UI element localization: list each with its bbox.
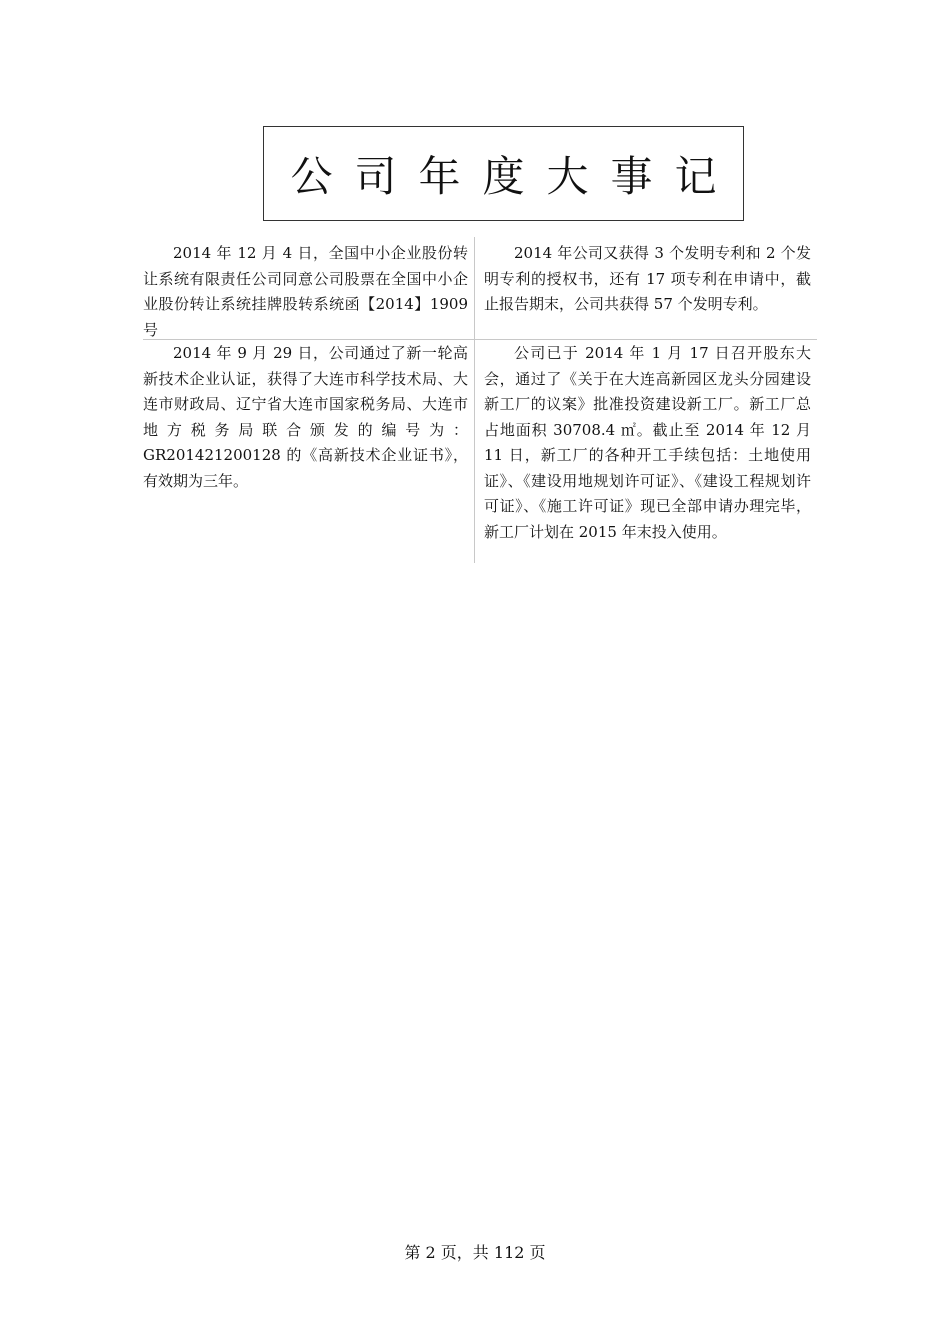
event-cell-bottom-left: 2014 年 9 月 29 日，公司通过了新一轮高新技术企业认证，获得了大连市科学技术局、大连市财政局、辽宁省大连市国家税务局、大连市地方税务局联合颁发的编号为：GR201421200128 的《高新技术企业证书》，有效期为三年。 (143, 344, 468, 490)
column-divider (474, 237, 475, 563)
event-cell-bottom-right: 公司已于 2014 年 1 月 17 日召开股东大会，通过了《关于在大连高新园区龙头分园建设新工厂的议案》批准投资建设新工厂。新工厂总占地面积 30708.4 ㎡。截止至 2014 年 12 月 11 日，新工厂的各种开工手续包括：土地使用证》、《建设用地规划许可证》、《建设工程规划许可证》、《施工许可证》现已全部申请办理完毕，新工厂计划在 2015 年末投入使用。 (484, 344, 811, 541)
page-footer: 第 2 页，共 112 页 (404, 1243, 546, 1262)
event-cell-top-left: 2014 年 12 月 4 日，全国中小企业股份转让系统有限责任公司同意公司股票在全国中小企业股份转让系统挂牌股转系统函【2014】1909 号 (143, 244, 468, 339)
page-title: 公司年度大事记 (290, 151, 739, 201)
title-box (263, 126, 744, 221)
event-cell-top-right: 2014 年公司又获得 3 个发明专利和 2 个发明专利的授权书，还有 17 项专利在申请中，截止报告期末，公司共获得 57 个发明专利。 (484, 244, 811, 313)
events-table (143, 237, 817, 563)
